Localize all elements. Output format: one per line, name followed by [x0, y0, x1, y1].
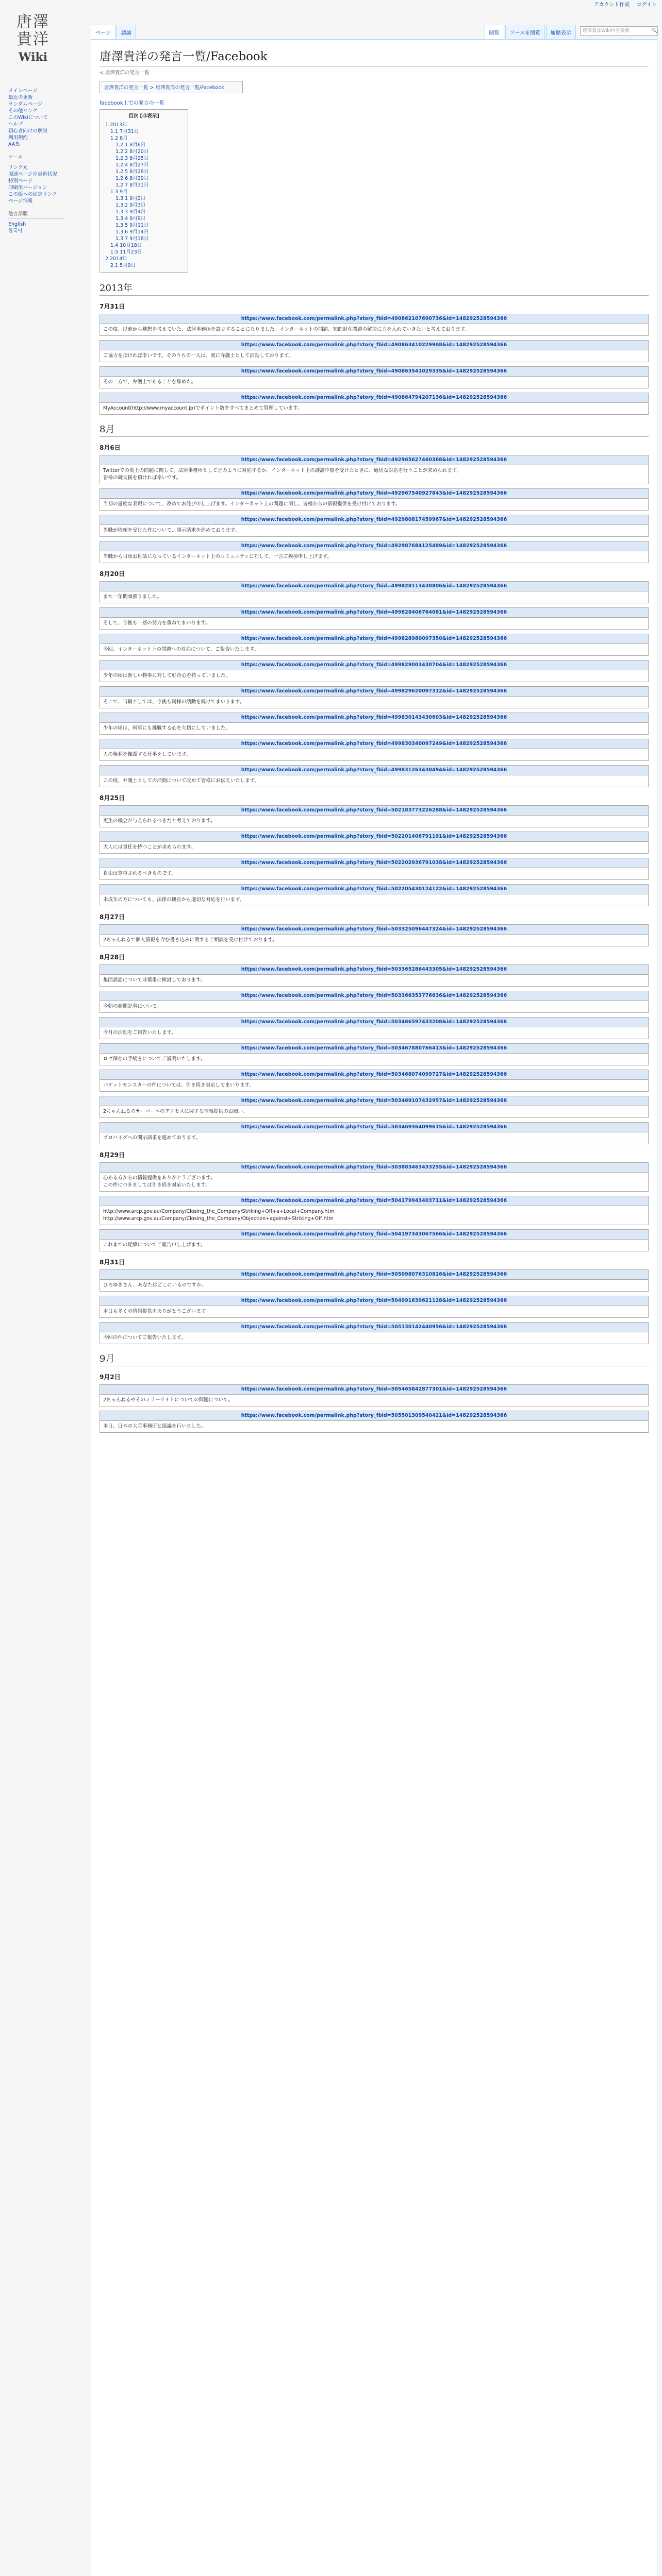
section-heading: 9月: [100, 1351, 649, 1366]
post-body: また一年間頑張りました。: [103, 594, 162, 600]
post-url-header: [100, 1323, 648, 1332]
date-heading: 8月6日: [100, 444, 121, 451]
sidebar-nav-link[interactable]: その他リンク: [8, 108, 38, 114]
post-url-link[interactable]: https://www.facebook.com/permalink.php?story_fbid=502202936791038&id=148292528594366: [241, 860, 507, 866]
toc-item[interactable]: 2 2014年: [105, 256, 127, 262]
post-url-link[interactable]: https://www.facebook.com/permalink.php?story_fbid=503365286443305&id=148292528594366: [241, 967, 507, 972]
post-url-header: [100, 713, 648, 723]
section-heading: 2013年: [100, 281, 649, 296]
post-url-header: [100, 832, 648, 842]
login-link[interactable]: ログイン: [636, 2, 657, 8]
post-url-header: [100, 858, 648, 868]
post-url-link[interactable]: https://www.facebook.com/permalink.php?story_fbid=503366353776636&id=148292528594366: [241, 993, 507, 998]
post-url-header: [100, 739, 648, 749]
toc-item[interactable]: 1.5 11月23日: [110, 249, 142, 255]
post-body: 今月の活動をご報告いたします。: [103, 1030, 176, 1036]
post-url-header: [100, 515, 648, 525]
post-url-header: [100, 1096, 648, 1106]
sidebar-tool-link[interactable]: ページ情報: [8, 198, 33, 204]
post-url-link[interactable]: https://www.facebook.com/permalink.php?story_fbid=499830340097249&id=148292528594366: [241, 741, 507, 747]
post-body: 本日も多くの情報提供をありがとうございます。: [103, 1309, 211, 1314]
post-box: [100, 1070, 649, 1092]
post-box: [100, 832, 649, 854]
sidebar-languages: [8, 221, 64, 234]
site-logo[interactable]: [7, 10, 59, 67]
search-input[interactable]: [580, 26, 658, 36]
post-box: [100, 314, 649, 336]
toc-item[interactable]: 1.2.4 8月27日: [115, 162, 149, 168]
search-placeholder: 唐澤貴洋Wiki内を検索: [583, 28, 630, 33]
tab-talk[interactable]: 議論: [117, 25, 136, 40]
post-url-header: [100, 455, 648, 465]
post-box: [100, 765, 649, 787]
section-heading: 8月: [100, 422, 649, 437]
post-body: 少年の頃は新しい物事に対して好奇心を持っていました。: [103, 673, 231, 679]
tab-view-source[interactable]: ソースを閲覧: [505, 25, 545, 40]
toc-item[interactable]: 1.2.7 8月31日: [115, 182, 149, 188]
post-url-header: [100, 1123, 648, 1132]
post-box: [100, 739, 649, 761]
toc-item[interactable]: 1 2013年: [105, 122, 127, 128]
toc-item[interactable]: 1.3.2 9月3日: [115, 202, 146, 208]
toc-item[interactable]: 1.3.3 9月4日: [115, 209, 146, 215]
post-box: [100, 607, 649, 630]
post-body: 自由は尊重されるべきものです。: [103, 871, 176, 876]
post-body: ご協力を頂ければ幸いです。そのうちの一人は、既に弁護士として活動しております。: [103, 353, 293, 359]
post-url-link[interactable]: https://www.facebook.com/permalink.php?story_fbid=492967540927843&id=148292528594366: [241, 490, 507, 496]
tab-history[interactable]: 履歴表示: [546, 25, 576, 40]
logo-line-2: 貴洋: [16, 30, 49, 48]
post-body: そして、今後も一層の努力を重ねてまいります。: [103, 620, 210, 626]
post-url-link[interactable]: https://www.facebook.com/permalink.php?story_fbid=502201406791191&id=148292528594366: [241, 834, 507, 839]
post-box: [100, 1096, 649, 1118]
post-url-link[interactable]: https://www.facebook.com/permalink.php?story_fbid=499828406764081&id=148292528594366: [241, 609, 507, 615]
sidebar-nav-link[interactable]: 最近の更新: [8, 95, 33, 100]
post-url-header: [100, 885, 648, 894]
notice-link[interactable]: 唐澤貴洋の発言一覧 > 唐澤貴洋の発言一覧/Facebook: [104, 85, 224, 91]
date-heading: 8月20日: [100, 570, 125, 578]
post-url-header: [100, 541, 648, 551]
post-url-header: [100, 1163, 648, 1173]
sidebar-tools-title: ツール: [8, 154, 64, 162]
post-box: [100, 991, 649, 1013]
intro-link[interactable]: facebook上での発言の一覧: [100, 100, 164, 106]
post-url-link[interactable]: https://www.facebook.com/permalink.php?story_fbid=499828113430806&id=148292528594366: [241, 583, 507, 589]
post-box: [100, 541, 649, 563]
page-tabs: [91, 25, 658, 39]
toc-items: [105, 122, 183, 269]
post-url-link[interactable]: https://www.facebook.com/permalink.php?story_fbid=492980817459967&id=148292528594366: [241, 517, 507, 522]
post-body: 今回、インターネット上の問題への対応について、ご報告いたします。: [103, 647, 259, 652]
post-url-header: [100, 314, 648, 324]
toc-item[interactable]: 1.2.3 8月25日: [115, 156, 149, 161]
post-url-header: [100, 1070, 648, 1080]
post-box: [100, 340, 649, 362]
toc-item[interactable]: 1.3.4 9月9日: [115, 216, 146, 222]
post-url-link[interactable]: https://www.facebook.com/permalink.php?story_fbid=504991639621128&id=148292528594366: [241, 1298, 507, 1303]
post-body: これまでの経緯についてご報告申し上げます。: [103, 1242, 206, 1248]
post-box: [100, 1229, 649, 1251]
post-url-link[interactable]: https://www.facebook.com/permalink.php?story_fbid=490862107690736&id=148292528594366: [241, 316, 507, 321]
tab-page[interactable]: ページ: [91, 25, 115, 40]
post-url-link[interactable]: https://www.facebook.com/permalink.php?story_fbid=499829620097312&id=148292528594366: [241, 688, 507, 694]
post-body: 2ちゃんねるで個人情報を含む書き込みに関するご相談を受け付けております。: [103, 937, 277, 943]
post-url-link[interactable]: https://www.facebook.com/permalink.php?story_fbid=503468074099727&id=148292528594366: [241, 1072, 507, 1077]
sidebar-tool-link[interactable]: 特別ページ: [8, 178, 33, 184]
logo-line-3: Wiki: [18, 50, 48, 64]
post-url-header: [100, 489, 648, 499]
sidebar-tool-link[interactable]: 関連ページの更新状況: [8, 172, 57, 177]
sidebar-nav-link[interactable]: 初心者向けの解説: [8, 128, 48, 134]
notice-box: [100, 81, 243, 93]
post-url-header: [100, 1018, 648, 1027]
post-body: ひろゆきさん、あなたはどこにいるのですか。: [103, 1282, 207, 1288]
intro-text: [100, 98, 649, 106]
post-url-link[interactable]: https://www.facebook.com/permalink.php?story_fbid=504179943403711&id=148292528594366: [241, 1198, 507, 1204]
sidebar-other-title: 他言語版: [8, 211, 64, 219]
post-url-link[interactable]: https://www.facebook.com/permalink.php?story_fbid=503325096447324&id=148292528594366: [241, 926, 507, 932]
post-box: [100, 581, 649, 603]
post-body: 更生の機会が与えられるべきだと考えております。: [103, 818, 216, 824]
post-body: 本日、日本の大手事務所と協議を行いました。: [103, 1423, 206, 1429]
post-body: 心ある方からの情報提供をありがとうございます。 この件につきましては引き続き対応いたします。: [103, 1175, 216, 1188]
date-heading: 7月31日: [100, 303, 125, 310]
post-body: 当初の過度な表現について、改めてお詫び申し上げます。インターネット上の問題に関し、皆様からの情報提供を受け付けております。: [103, 501, 401, 507]
date-heading: 8月27日: [100, 913, 125, 921]
post-body: MyAccount(http://www.myaccount.jp)でポイント数をすべてまとめて管理しています。: [103, 405, 303, 411]
post-box: [100, 634, 649, 656]
post-url-header: [100, 1270, 648, 1280]
post-body: 今朝の新聞記事について。: [103, 1004, 162, 1009]
toc-title[interactable]: 目次 [非表示]: [128, 113, 159, 119]
post-box: [100, 488, 649, 511]
create-account-link[interactable]: アカウント作成: [593, 2, 630, 8]
search-icon[interactable]: 🔍: [651, 28, 657, 33]
post-url-link[interactable]: https://www.facebook.com/permalink.php?story_fbid=499830143430603&id=148292528594366: [241, 715, 507, 720]
post-box: [100, 660, 649, 682]
sidebar-navigation: [8, 88, 64, 148]
post-url-link[interactable]: https://www.facebook.com/permalink.php?story_fbid=503466597433208&id=148292528594366: [241, 1019, 507, 1025]
post-box: [100, 924, 649, 946]
date-heading: 9月2日: [100, 1374, 121, 1381]
post-body: 当職から日頃お世話になっているインターネット上のコミュニティに対して、一言ご挨拶申し上げます。: [103, 554, 332, 560]
toc-item[interactable]: 1.2.1 8月6日: [115, 142, 146, 148]
sidebar-tool-link[interactable]: 印刷用バージョン: [8, 185, 47, 191]
post-box: [100, 686, 649, 708]
post-box: [100, 1043, 649, 1065]
post-box: [100, 393, 649, 415]
sidebar: [8, 88, 64, 234]
date-heading: 8月25日: [100, 794, 125, 802]
toc-item[interactable]: 1.3.6 9月14日: [115, 229, 149, 235]
page-title: 唐澤貴洋の発言一覧/Facebook: [100, 47, 649, 66]
post-url-header: [100, 393, 648, 403]
post-url-link[interactable]: https://www.facebook.com/permalink.php?story_fbid=499831263430494&id=148292528594366: [241, 767, 507, 773]
post-url-header: [100, 1196, 648, 1206]
toc-item[interactable]: 1.2.2 8月20日: [115, 149, 149, 155]
post-body: 未成年の方についても、法律の観点から適切な対応を行います。: [103, 897, 245, 903]
toc-item[interactable]: 2.1 5月9日: [110, 263, 136, 268]
post-box: [100, 1162, 649, 1192]
post-body: 集団訴訟については慎重に検討しております。: [103, 977, 206, 983]
toc-item[interactable]: 1.2 8月: [110, 135, 128, 141]
post-url-header: [100, 582, 648, 591]
top-account-bar: [0, 0, 662, 10]
post-box: [100, 1017, 649, 1039]
post-url-header: [100, 1411, 648, 1421]
post-url-header: [100, 608, 648, 618]
post-url-link[interactable]: https://www.facebook.com/permalink.php?story_fbid=503469364099615&id=148292528594366: [241, 1124, 507, 1130]
post-url-header: [100, 1230, 648, 1240]
table-of-contents: [100, 109, 188, 273]
post-url-link[interactable]: https://www.facebook.com/permalink.php?story_fbid=490864794207136&id=148292528594366: [241, 395, 507, 400]
toc-item[interactable]: 1.3.5 9月11日: [115, 223, 149, 228]
post-body: この度、以前から構想を考えていた、法律事務所を設立することになりました。インターネットの問題、知的財産問題の解決に力を入れていきたいと考えております。: [103, 327, 470, 332]
sidebar-tool-link[interactable]: この版への固定リンク: [8, 192, 57, 197]
sidebar-tools: [8, 164, 64, 205]
post-body: 少年の頃は、何事にも挑戦する心を大切にしていました。: [103, 725, 231, 731]
post-body: 大人には責任を持つことが求められます。: [103, 844, 196, 850]
toc-item[interactable]: 1.1 7月31日: [110, 129, 139, 134]
sidebar-language-link[interactable]: 한국어: [8, 228, 23, 234]
post-url-link[interactable]: https://www.facebook.com/permalink.php?story_fbid=504197343067566&id=148292528594366: [241, 1231, 507, 1237]
post-url-link[interactable]: https://www.facebook.com/permalink.php?story_fbid=492987684125489&id=148292528594366: [241, 543, 507, 549]
post-url-header: [100, 1044, 648, 1054]
post-box: [100, 1296, 649, 1318]
post-box: [100, 366, 649, 388]
post-body: 2ちゃんねるのサーバーへのアクセスに関する情報提供のお願い。: [103, 1109, 248, 1114]
toc-item[interactable]: 1.3.7 9月18日: [115, 236, 149, 242]
post-url-header: [100, 341, 648, 350]
post-url-header: [100, 1296, 648, 1306]
post-url-header: [100, 965, 648, 975]
post-box: [100, 515, 649, 537]
post-box: [100, 1269, 649, 1292]
toc-item[interactable]: 1.3 9月: [110, 189, 128, 195]
post-url-header: [100, 634, 648, 644]
post-url-header: [100, 1385, 648, 1395]
date-heading: 8月29日: [100, 1151, 125, 1159]
sidebar-nav-link[interactable]: このWikiについて: [8, 115, 48, 121]
post-url-link[interactable]: https://www.facebook.com/permalink.php?story_fbid=499829003430704&id=148292528594366: [241, 662, 507, 668]
post-url-link[interactable]: https://www.facebook.com/permalink.php?story_fbid=502205430124122&id=148292528594366: [241, 886, 507, 892]
post-body: 2ちゃんねるやそのミラーサイトについての問題について。: [103, 1397, 233, 1403]
sidebar-nav-link[interactable]: ランダムページ: [8, 101, 42, 107]
post-url-link[interactable]: https://www.facebook.com/permalink.php?story_fbid=502183773226288&id=148292528594366: [241, 807, 507, 813]
view-tabs: [485, 25, 658, 39]
sections: [100, 281, 649, 1433]
post-url-header: [100, 806, 648, 816]
post-body: 人の権利を擁護する仕事をしています。: [103, 752, 191, 757]
post-body: この度、弁護士としての活動について改めて皆様にお伝えいたします。: [103, 778, 260, 784]
post-box: [100, 455, 649, 484]
post-box: [100, 1384, 649, 1406]
sidebar-nav-link[interactable]: メインページ: [8, 88, 38, 94]
post-body: プロバイダへの開示請求を進めております。: [103, 1135, 201, 1141]
sidebar-nav-link[interactable]: ヘルプ: [8, 122, 23, 127]
post-box: [100, 1411, 649, 1433]
date-heading: 8月31日: [100, 1259, 125, 1266]
sidebar-nav-link[interactable]: 利用規約: [8, 135, 28, 141]
post-box: [100, 858, 649, 880]
post-url-header: [100, 766, 648, 775]
post-url-link[interactable]: https://www.facebook.com/permalink.php?story_fbid=505130142440956&id=148292528594366: [241, 1324, 507, 1330]
sidebar-tool-link[interactable]: リンク元: [8, 165, 28, 171]
main-content: [91, 39, 657, 2576]
post-url-link[interactable]: https://www.facebook.com/permalink.php?story_fbid=505465842877301&id=148292528594366: [241, 1386, 507, 1392]
post-body: ログ保存の手続きについてご説明いたします。: [103, 1056, 206, 1062]
post-url-header: [100, 687, 648, 697]
post-body: Twitterでの炎上の問題に関して、法律事務所としてどのように対応するか。インターネット上の誹謗中傷を受けたときに、適切な対応を行うことが求められます。 皆様の御支援を頂ければ幸いです。: [103, 468, 462, 481]
post-url-header: [100, 991, 648, 1001]
post-url-link[interactable]: https://www.facebook.com/permalink.php?story_fbid=490863541029335&id=148292528594366: [241, 368, 507, 374]
post-url-link[interactable]: https://www.facebook.com/permalink.php?story_fbid=499828980097350&id=148292528594366: [241, 636, 507, 641]
toc-item[interactable]: 1.3.1 9月2日: [115, 196, 146, 201]
toc-item[interactable]: 1.2.5 8月28日: [115, 169, 149, 175]
sidebar-nav-link[interactable]: AA集: [8, 142, 20, 147]
post-url-link[interactable]: https://www.facebook.com/permalink.php?story_fbid=505098076310826&id=148292528594366: [241, 1272, 507, 1277]
post-box: [100, 884, 649, 906]
post-url-header: [100, 367, 648, 377]
post-url-link[interactable]: https://www.facebook.com/permalink.php?story_fbid=505501309540421&id=148292528594366: [241, 1413, 507, 1418]
post-body: 今回の件についてご報告いたします。: [103, 1335, 186, 1341]
post-box: [100, 1196, 649, 1225]
tab-read[interactable]: 閲覧: [485, 25, 504, 40]
post-box: [100, 964, 649, 987]
post-url-link[interactable]: https://www.facebook.com/permalink.php?story_fbid=503883463433255&id=148292528594366: [241, 1164, 507, 1170]
post-box: [100, 1322, 649, 1344]
sidebar-language-link[interactable]: English: [8, 222, 26, 227]
post-url-header: [100, 660, 648, 670]
post-url-header: [100, 925, 648, 935]
post-box: [100, 713, 649, 735]
post-body: その一方で、弁護士であることを辞めた。: [103, 379, 196, 385]
post-url-link[interactable]: https://www.facebook.com/permalink.php?story_fbid=490863410229968&id=148292528594366: [241, 342, 507, 348]
logo-line-1: 唐澤: [16, 13, 49, 31]
post-body: 当職が依頼を受けた件について、開示請求を進めております。: [103, 528, 240, 533]
post-url-link[interactable]: https://www.facebook.com/permalink.php?story_fbid=503469107432957&id=148292528594366: [241, 1098, 507, 1104]
toc-item[interactable]: 1.2.6 8月29日: [115, 176, 149, 181]
post-body: そこで、当職としては、今後も同様の活動を続けてまいります。: [103, 699, 245, 705]
post-body: http://www.arcp.gov.au/Company/Closing_the_Company/Striking+Off+a+Local+Company.htm http://www.arcp.gov.au/Company/Closing_the_Company/Objection+against+Striking+Off.htm: [103, 1209, 335, 1222]
breadcrumb[interactable]: < 唐澤貴洋の発言一覧: [100, 70, 150, 76]
post-box: [100, 1122, 649, 1144]
post-url-link[interactable]: https://www.facebook.com/permalink.php?story_fbid=492965627460368&id=148292528594366: [241, 457, 507, 463]
date-heading: 8月28日: [100, 954, 125, 961]
post-body: パケットモンスターの件については、引き続き対応してまいります。: [103, 1082, 254, 1088]
toc-item[interactable]: 1.4 10月18日: [110, 243, 142, 248]
post-box: [100, 805, 649, 827]
post-url-link[interactable]: https://www.facebook.com/permalink.php?story_fbid=503467880766413&id=148292528594366: [241, 1045, 507, 1051]
